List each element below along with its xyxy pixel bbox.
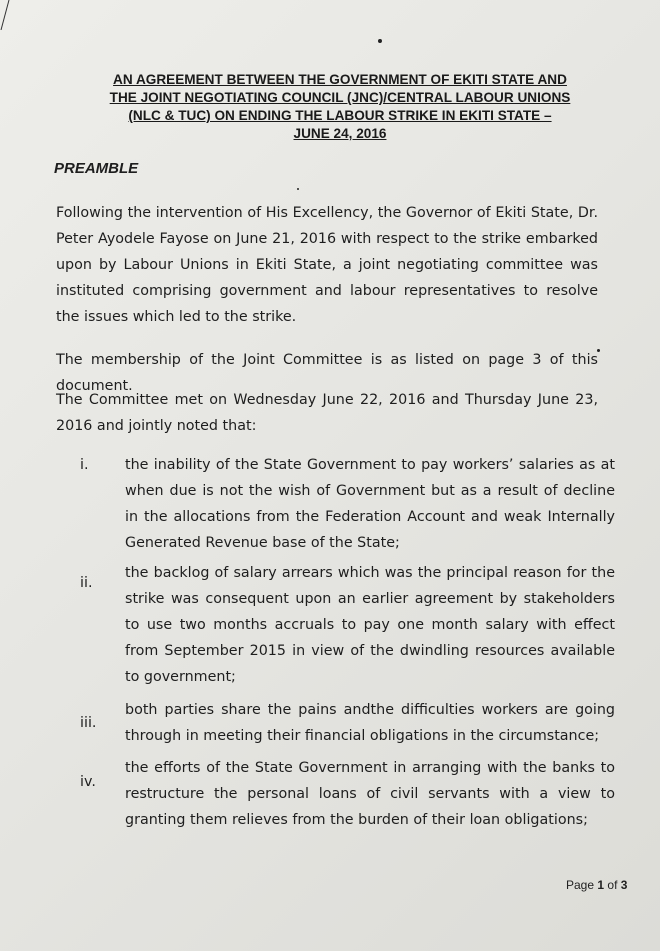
list-numeral: ii. [80,575,93,591]
title-line: AN AGREEMENT BETWEEN THE GOVERNMENT OF EKITI STATE AND [113,72,567,87]
preamble-heading: PREAMBLE [54,160,139,177]
list-numeral: i. [80,457,89,473]
list-numeral: iii. [80,715,97,731]
list-numeral: iv. [80,774,96,790]
title-line: THE JOINT NEGOTIATING COUNCIL (JNC)/CENTRAL LABOUR UNIONS [109,90,571,105]
agreement-title [40,71,640,143]
membership-paragraph: The membership of the Joint Committee is as listed on page 3 of this document. [56,352,598,394]
footer-page-number: 1 [597,878,605,892]
list-item-text: the inability of the State Government to pay workers’ salaries as at when due is not the wish of Government but as a result of decline in the allocations from the Federation Account and weak Internally Generated Revenue base of the State; [125,457,615,551]
intro-paragraph: Following the intervention of His Excellency, the Governor of Ekiti State, Dr. Peter Ayodele Fayose on June 21, 2016 with respect to the strike embarked upon by Labour Unions in Ekiti State, a joint negotiating committee was instituted comprising government and labour representatives to resolve the issues which led to the strike. [56,205,598,325]
page-footer [566,878,627,892]
title-line: JUNE 24, 2016 [293,126,387,141]
page-edge-mark [0,0,18,30]
footer-page-total: 3 [620,878,628,892]
list-item-text: the backlog of salary arrears which was the principal reason for the strike was consequent upon an earlier agreement by stakeholders to use two months accruals to pay one month salary with effect from September 2015 in view of the dwindling resources available to government; [125,565,615,685]
ink-speck [378,39,382,43]
list-item-text: the efforts of the State Government in arranging with the banks to restructure the personal loans of civil servants with a view to granting them relieves from the burden of their loan obligations; [125,760,615,828]
footer-of-word: of [607,878,618,892]
meeting-paragraph: The Committee met on Wednesday June 22, 2016 and Thursday June 23, 2016 and jointly noted that: [56,392,598,434]
footer-page-word: Page [566,878,595,892]
title-line: (NLC & TUC) ON ENDING THE LABOUR STRIKE IN EKITI STATE – [128,108,552,123]
ink-speck [297,188,299,190]
list-item-text: both parties share the pains andthe difficulties workers are going through in meeting their financial obligations in the circumstance; [125,702,615,744]
